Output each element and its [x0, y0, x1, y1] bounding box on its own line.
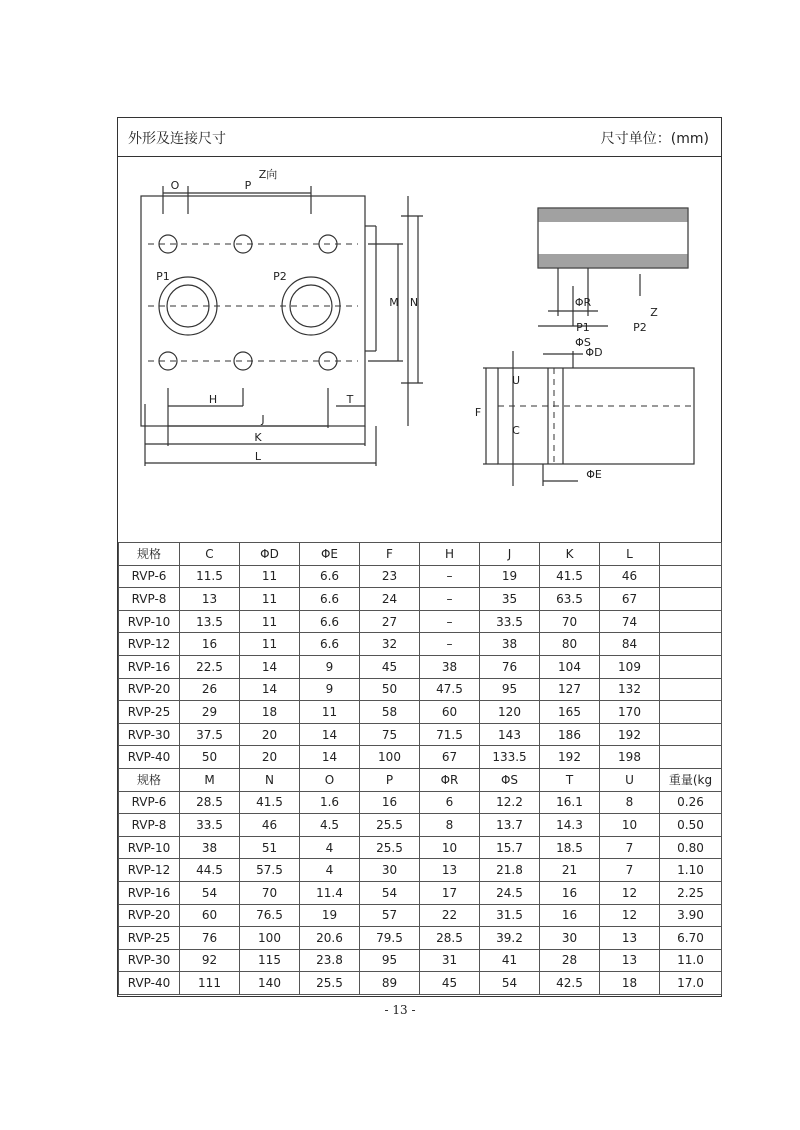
table-cell: 71.5 — [420, 723, 480, 746]
table-cell: 11.4 — [300, 881, 360, 904]
table-cell: 10 — [420, 836, 480, 859]
table-cell: 170 — [600, 701, 660, 724]
table-cell: 20 — [240, 723, 300, 746]
table-cell: RVP-25 — [119, 927, 180, 950]
table-cell: 21 — [540, 859, 600, 882]
table-cell: 11.5 — [180, 565, 240, 588]
table-cell: 21.8 — [480, 859, 540, 882]
table-cell: 115 — [240, 949, 300, 972]
table-cell: 18.5 — [540, 836, 600, 859]
dim-p-label: P — [244, 179, 252, 192]
table-cell: O — [300, 768, 360, 791]
table-cell: 10 — [600, 814, 660, 837]
table-cell: 133.5 — [480, 746, 540, 769]
table-cell: RVP-40 — [119, 746, 180, 769]
table-cell: 19 — [300, 904, 360, 927]
table-cell: 13 — [180, 588, 240, 611]
table-cell: 1.6 — [300, 791, 360, 814]
table-cell: 60 — [420, 701, 480, 724]
table-cell: 32 — [360, 633, 420, 656]
table-cell: RVP-10 — [119, 836, 180, 859]
spec-table — [118, 542, 722, 995]
table-cell: – — [420, 565, 480, 588]
table-cell: RVP-8 — [119, 814, 180, 837]
table-cell: 54 — [480, 972, 540, 995]
table-cell: 18 — [600, 972, 660, 995]
table-cell: 8 — [600, 791, 660, 814]
dim-j-label: J — [261, 413, 265, 426]
table-cell: 39.2 — [480, 927, 540, 950]
dim-l-label: L — [254, 450, 262, 463]
table-cell: 15.7 — [480, 836, 540, 859]
section-header — [118, 118, 721, 157]
table-cell: 70 — [540, 610, 600, 633]
table-row — [119, 972, 722, 995]
table-cell: 50 — [180, 746, 240, 769]
dim-r-label: ΦR — [574, 296, 592, 309]
table-row — [119, 881, 722, 904]
table-cell: 57 — [360, 904, 420, 927]
table-cell: ΦS — [480, 768, 540, 791]
table-cell: 4.5 — [300, 814, 360, 837]
table-cell: RVP-20 — [119, 904, 180, 927]
table-cell: – — [420, 610, 480, 633]
table-cell: RVP-16 — [119, 881, 180, 904]
table-row — [119, 791, 722, 814]
table-cell: ΦR — [420, 768, 480, 791]
table-cell: 54 — [360, 881, 420, 904]
table-row — [119, 655, 722, 678]
table-cell: 47.5 — [420, 678, 480, 701]
table-cell: 28 — [540, 949, 600, 972]
dim-u-label: U — [511, 374, 521, 387]
table-row — [119, 610, 722, 633]
table-cell: 74 — [600, 610, 660, 633]
table-cell: 6.6 — [300, 565, 360, 588]
table-cell: 11 — [240, 565, 300, 588]
table-cell: 58 — [360, 701, 420, 724]
table-cell: 14.3 — [540, 814, 600, 837]
table-cell: 28.5 — [180, 791, 240, 814]
table-cell: 198 — [600, 746, 660, 769]
dim-e-label: ΦE — [586, 468, 602, 481]
table-cell: L — [600, 543, 660, 566]
table-cell: 规格 — [119, 543, 180, 566]
table-cell: 7 — [600, 859, 660, 882]
table-cell: 12 — [600, 881, 660, 904]
table-cell: RVP-20 — [119, 678, 180, 701]
table-cell: 20.6 — [300, 927, 360, 950]
table-cell: 7 — [600, 836, 660, 859]
table-cell — [660, 678, 722, 701]
table-cell: ΦD — [240, 543, 300, 566]
technical-drawing — [118, 156, 721, 542]
table-cell: 11 — [240, 588, 300, 611]
table-cell — [660, 543, 722, 566]
table-cell: 16.1 — [540, 791, 600, 814]
dim-s-label: ΦS — [575, 336, 591, 349]
table-cell: 92 — [180, 949, 240, 972]
table-cell: 84 — [600, 633, 660, 656]
table-cell: 76.5 — [240, 904, 300, 927]
table-cell: 109 — [600, 655, 660, 678]
table-cell: 45 — [360, 655, 420, 678]
table-cell: 37.5 — [180, 723, 240, 746]
table-cell: H — [420, 543, 480, 566]
table-cell: 127 — [540, 678, 600, 701]
dim-n-label: N — [409, 296, 419, 309]
table-cell: 24 — [360, 588, 420, 611]
table-cell: ΦE — [300, 543, 360, 566]
table-cell: 重量(kg — [660, 768, 722, 791]
table-cell: 25.5 — [300, 972, 360, 995]
table-cell: RVP-12 — [119, 633, 180, 656]
table-cell: – — [420, 588, 480, 611]
table-cell — [660, 588, 722, 611]
table-row — [119, 588, 722, 611]
table-cell: 165 — [540, 701, 600, 724]
table-cell: 14 — [300, 723, 360, 746]
table-cell: 0.26 — [660, 791, 722, 814]
table-cell: RVP-25 — [119, 701, 180, 724]
table-cell: 9 — [300, 678, 360, 701]
table-cell: 33.5 — [180, 814, 240, 837]
table-cell: – — [420, 633, 480, 656]
table-cell: 13 — [420, 859, 480, 882]
table-cell: 51 — [240, 836, 300, 859]
table-row — [119, 949, 722, 972]
dimension-unit: 尺寸单位：(mm) — [600, 131, 709, 147]
table-cell: 16 — [540, 904, 600, 927]
table-cell: U — [600, 768, 660, 791]
table-cell: 6.70 — [660, 927, 722, 950]
z-view-label: Z向 — [258, 168, 278, 181]
table-cell: C — [180, 543, 240, 566]
table-cell: 95 — [480, 678, 540, 701]
table-cell: 9 — [300, 655, 360, 678]
table-cell: RVP-8 — [119, 588, 180, 611]
table-cell: RVP-6 — [119, 791, 180, 814]
table-cell: 14 — [300, 746, 360, 769]
table-cell: 76 — [180, 927, 240, 950]
table-cell: 31 — [420, 949, 480, 972]
table-cell: 6 — [420, 791, 480, 814]
table-row — [119, 678, 722, 701]
table-cell: 95 — [360, 949, 420, 972]
port-p2 — [282, 277, 340, 335]
table-cell: RVP-16 — [119, 655, 180, 678]
table-header-row — [119, 768, 722, 791]
table-cell: RVP-40 — [119, 972, 180, 995]
table-row — [119, 746, 722, 769]
table-cell: 0.50 — [660, 814, 722, 837]
table-cell: 54 — [180, 881, 240, 904]
dim-h-label: H — [208, 393, 218, 406]
table-row — [119, 859, 722, 882]
side-view — [498, 368, 694, 464]
table-cell: 13 — [600, 927, 660, 950]
dim-d-label: ΦD — [585, 346, 603, 359]
table-cell: RVP-10 — [119, 610, 180, 633]
table-cell: 11 — [300, 701, 360, 724]
table-cell: RVP-30 — [119, 723, 180, 746]
table-cell: 45 — [420, 972, 480, 995]
spec-frame — [117, 117, 722, 997]
table-cell: 2.25 — [660, 881, 722, 904]
table-cell: 70 — [240, 881, 300, 904]
table-row — [119, 904, 722, 927]
table-cell: 19 — [480, 565, 540, 588]
dim-o-label: O — [170, 179, 180, 192]
table-cell: 38 — [180, 836, 240, 859]
table-cell: 12.2 — [480, 791, 540, 814]
table-cell: 192 — [540, 746, 600, 769]
table-cell: 16 — [360, 791, 420, 814]
table-cell: 1.10 — [660, 859, 722, 882]
table-cell: 17 — [420, 881, 480, 904]
table-header-row — [119, 543, 722, 566]
table-cell: 18 — [240, 701, 300, 724]
table-cell: 120 — [480, 701, 540, 724]
table-cell: 11 — [240, 610, 300, 633]
port-p1-label: P1 — [156, 270, 170, 283]
page-number: - 13 - — [384, 1003, 416, 1017]
table-cell: 4 — [300, 859, 360, 882]
section-p1-label: P1 — [576, 321, 590, 334]
table-cell: 27 — [360, 610, 420, 633]
table-cell: 11.0 — [660, 949, 722, 972]
dim-m-label: M — [389, 296, 399, 309]
table-cell: 100 — [240, 927, 300, 950]
table-cell: M — [180, 768, 240, 791]
table-row — [119, 814, 722, 837]
table-cell: 23.8 — [300, 949, 360, 972]
table-row — [119, 565, 722, 588]
table-cell: 75 — [360, 723, 420, 746]
table-cell: K — [540, 543, 600, 566]
table-cell: 67 — [420, 746, 480, 769]
table-cell: 57.5 — [240, 859, 300, 882]
table-cell — [660, 565, 722, 588]
table-cell: 38 — [420, 655, 480, 678]
table-cell: 44.5 — [180, 859, 240, 882]
port-p2-label: P2 — [273, 270, 287, 283]
table-cell: 33.5 — [480, 610, 540, 633]
table-cell — [660, 746, 722, 769]
table-cell: 14 — [240, 678, 300, 701]
z-direction-label: Z — [650, 306, 658, 319]
table-cell: 63.5 — [540, 588, 600, 611]
table-cell — [660, 723, 722, 746]
table-cell: 25.5 — [360, 814, 420, 837]
dim-f-label: F — [474, 406, 482, 419]
table-row — [119, 701, 722, 724]
table-row — [119, 836, 722, 859]
table-cell: 13.7 — [480, 814, 540, 837]
table-cell: 25.5 — [360, 836, 420, 859]
table-cell: 16 — [180, 633, 240, 656]
table-row — [119, 927, 722, 950]
table-cell: 13.5 — [180, 610, 240, 633]
table-cell — [660, 610, 722, 633]
table-cell: 80 — [540, 633, 600, 656]
table-cell: RVP-12 — [119, 859, 180, 882]
table-cell: N — [240, 768, 300, 791]
dim-t-label: T — [346, 393, 354, 406]
table-cell: 41.5 — [240, 791, 300, 814]
table-cell — [660, 633, 722, 656]
table-cell: 50 — [360, 678, 420, 701]
table-cell: 140 — [240, 972, 300, 995]
table-cell: J — [480, 543, 540, 566]
table-cell: 30 — [540, 927, 600, 950]
dim-c-label: C — [512, 424, 520, 437]
table-row — [119, 723, 722, 746]
table-cell: 11 — [240, 633, 300, 656]
table-cell: 35 — [480, 588, 540, 611]
table-cell: 60 — [180, 904, 240, 927]
table-cell: 46 — [240, 814, 300, 837]
table-cell: F — [360, 543, 420, 566]
table-cell: 67 — [600, 588, 660, 611]
table-cell: 76 — [480, 655, 540, 678]
table-cell: 8 — [420, 814, 480, 837]
table-cell: 24.5 — [480, 881, 540, 904]
table-cell: 4 — [300, 836, 360, 859]
table-cell: RVP-30 — [119, 949, 180, 972]
table-cell: 28.5 — [420, 927, 480, 950]
table-cell: 6.6 — [300, 633, 360, 656]
table-cell: 30 — [360, 859, 420, 882]
table-cell: 23 — [360, 565, 420, 588]
table-cell: 22.5 — [180, 655, 240, 678]
table-cell: 186 — [540, 723, 600, 746]
table-cell: RVP-6 — [119, 565, 180, 588]
table-cell: 6.6 — [300, 588, 360, 611]
table-cell: 3.90 — [660, 904, 722, 927]
table-cell: 42.5 — [540, 972, 600, 995]
table-cell: 104 — [540, 655, 600, 678]
table-cell: 192 — [600, 723, 660, 746]
table-cell: 111 — [180, 972, 240, 995]
table-cell: 12 — [600, 904, 660, 927]
table-cell: 38 — [480, 633, 540, 656]
table-cell: 41.5 — [540, 565, 600, 588]
table-cell: 29 — [180, 701, 240, 724]
table-cell: 132 — [600, 678, 660, 701]
table-cell: 14 — [240, 655, 300, 678]
table-row — [119, 633, 722, 656]
table-cell: 100 — [360, 746, 420, 769]
table-cell: 46 — [600, 565, 660, 588]
table-cell: 31.5 — [480, 904, 540, 927]
table-cell: 16 — [540, 881, 600, 904]
table-cell: 0.80 — [660, 836, 722, 859]
table-cell: 20 — [240, 746, 300, 769]
table-cell: 26 — [180, 678, 240, 701]
table-cell: 6.6 — [300, 610, 360, 633]
section-p2-label: P2 — [633, 321, 647, 334]
dim-k-label: K — [254, 431, 262, 444]
table-cell: P — [360, 768, 420, 791]
table-cell — [660, 655, 722, 678]
section-title: 外形及连接尺寸 — [128, 131, 226, 147]
table-cell: 89 — [360, 972, 420, 995]
table-cell: 规格 — [119, 768, 180, 791]
table-cell: 22 — [420, 904, 480, 927]
table-cell: 41 — [480, 949, 540, 972]
dimension-drawing-svg — [118, 156, 721, 542]
table-cell: 17.0 — [660, 972, 722, 995]
table-cell: 13 — [600, 949, 660, 972]
table-cell: T — [540, 768, 600, 791]
table-cell: 79.5 — [360, 927, 420, 950]
table-cell — [660, 701, 722, 724]
table-cell: 143 — [480, 723, 540, 746]
